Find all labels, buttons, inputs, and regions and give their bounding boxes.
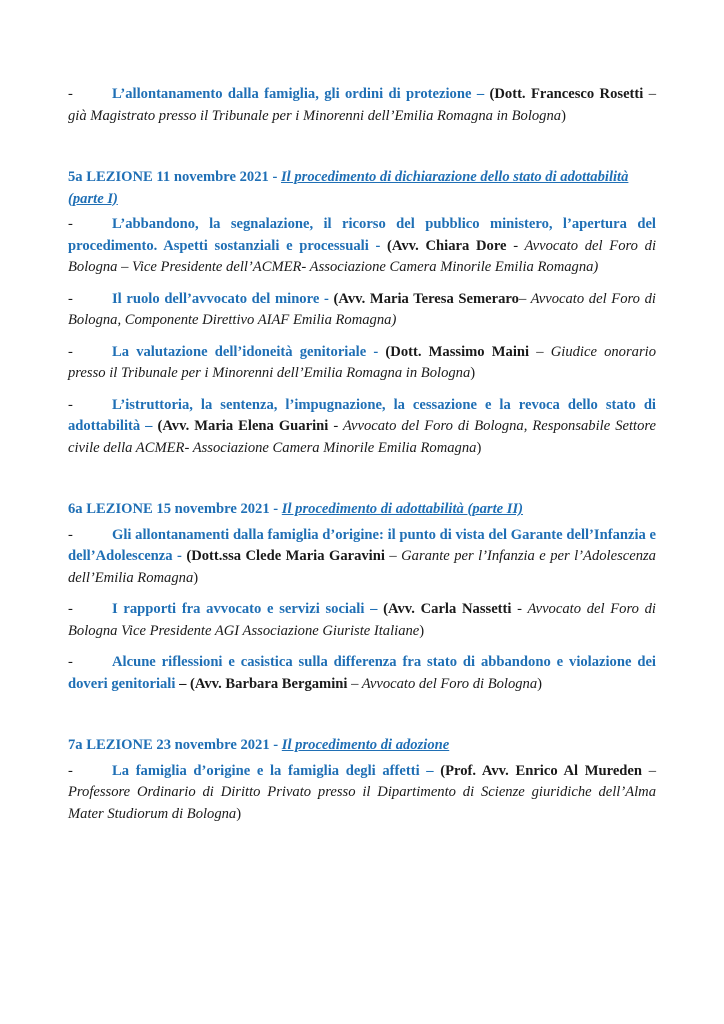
list-dash: - [68, 86, 73, 102]
program-item [68, 289, 656, 332]
topic-title: Il ruolo dell’avvocato del minore - [112, 290, 329, 307]
open-paren: ( [377, 601, 388, 617]
list-dash: - [68, 762, 73, 779]
topic-title: L’abbandono, la segnalazione, il ricorso del pubblico ministero, l’apertura del procedimento. Aspetti sostanziali e processuali - [68, 216, 656, 254]
speaker-role: – Professore Ordinario di Diritto Privato presso il Dipartimento di Scienze giuridiche dell’Alma Mater Studiorum di Bologna [68, 762, 656, 822]
list-dash: - [68, 343, 73, 360]
document-page [68, 84, 656, 825]
close-paren: ) [537, 675, 543, 692]
close-paren: ) [476, 439, 482, 456]
speaker-role: - Avvocato del Foro di Bologna Vice Presidente AGI Associazione Giuriste Italiane [68, 601, 656, 639]
list-dash: - [68, 601, 73, 617]
list-dash: - [68, 216, 73, 232]
program-item [68, 652, 656, 695]
lesson-heading [68, 499, 656, 521]
lesson-date: 6a LEZIONE 15 novembre 2021 - [68, 501, 282, 517]
speaker-role: - Avvocato del Foro di Bologna – Vice Presidente dell’ACMER- Associazione Camera Minorile Emilia Romagna) [68, 237, 657, 275]
open-paren: ( [181, 548, 192, 564]
program-item [68, 342, 656, 385]
open-paren: ( [484, 86, 495, 102]
speaker-name: Prof. Avv. Enrico Al Mureden [445, 762, 643, 779]
speaker-role: – Avvocato del Foro di Bologna, Componente Direttivo AIAF Emilia Romagna) [68, 290, 656, 328]
program-item [68, 761, 656, 826]
close-paren: ) [193, 569, 199, 586]
list-dash: - [68, 526, 73, 543]
speaker-name: Avv. Maria Elena Guarini [162, 418, 329, 434]
program-item [68, 214, 656, 279]
lesson-title: Il procedimento di adottabilità (parte II) [281, 501, 523, 517]
speaker-role: – Avvocato del Foro di Bologna [347, 675, 538, 692]
list-dash: - [68, 654, 73, 670]
topic-title: Alcune riflessioni e casistica sulla differenza fra stato di abbandono e violazione dei doveri genitoriali [68, 654, 656, 692]
speaker-name: Dott.ssa Clede Maria Garavini [191, 548, 385, 564]
open-paren: ( [380, 237, 392, 254]
speaker-name: Avv. Carla Nassetti [388, 601, 512, 617]
topic-title: L’allontanamento dalla famiglia, gli ordini di protezione – [112, 86, 485, 102]
speaker-role: – già Magistrato presso il Tribunale per i Minorenni dell’Emilia Romagna in Bologna [68, 86, 657, 124]
lesson-heading [68, 167, 656, 210]
topic-title: Gli allontanamenti dalla famiglia d’origine: il punto di vista del Garante dell’Infanzia e dell’Adolescenza - [68, 526, 656, 564]
open-paren: ( [328, 290, 339, 307]
speaker-name: Avv. Barbara Bergamini [194, 675, 348, 692]
program-item [68, 599, 656, 642]
program-item [68, 525, 656, 590]
close-paren: ) [236, 805, 242, 822]
list-dash: - [68, 290, 73, 307]
speaker-name: Avv. Maria Teresa Semeraro [338, 290, 519, 307]
program-item [68, 84, 656, 127]
lesson-title: Il procedimento di dichiarazione dello stato di adottabilità (parte I) [68, 169, 629, 207]
open-paren: ( [152, 418, 163, 434]
topic-title: La famiglia d’origine e la famiglia degli affetti – [112, 762, 434, 779]
open-paren: – ( [175, 675, 195, 692]
speaker-role: – Giudice onorario presso il Tribunale per i Minorenni dell’Emilia Romagna in Bologna [68, 343, 656, 381]
program-item [68, 395, 656, 460]
speaker-name: Dott. Francesco Rosetti [494, 86, 644, 102]
open-paren: ( [433, 762, 446, 779]
lesson-heading [68, 735, 656, 757]
speaker-name: Dott. Massimo Maini [390, 343, 530, 360]
speaker-name: Avv. Chiara Dore [391, 237, 507, 254]
speaker-role: – Garante per l’Infanzia e per l’Adolescenza dell’Emilia Romagna [68, 548, 656, 586]
lesson-title: Il procedimento di adozione [281, 737, 450, 753]
close-paren: ) [561, 107, 566, 124]
list-dash: - [68, 396, 73, 413]
lesson-date: 7a LEZIONE 23 novembre 2021 - [68, 737, 282, 753]
close-paren: ) [419, 622, 425, 639]
topic-title: I rapporti fra avvocato e servizi sociali – [112, 601, 378, 617]
lesson-date: 5a LEZIONE 11 novembre 2021 - [68, 169, 281, 185]
close-paren: ) [470, 365, 476, 381]
topic-title: La valutazione dell’idoneità genitoriale - [112, 343, 379, 360]
open-paren: ( [378, 343, 391, 360]
speaker-role: - Avvocato del Foro di Bologna, Responsabile Settore civile della ACMER- Associazione Camera Minorile Emilia Romagna [68, 418, 656, 456]
topic-title: L’istruttoria, la sentenza, l’impugnazione, la cessazione e la revoca dello stato di adottabilità – [68, 396, 656, 434]
